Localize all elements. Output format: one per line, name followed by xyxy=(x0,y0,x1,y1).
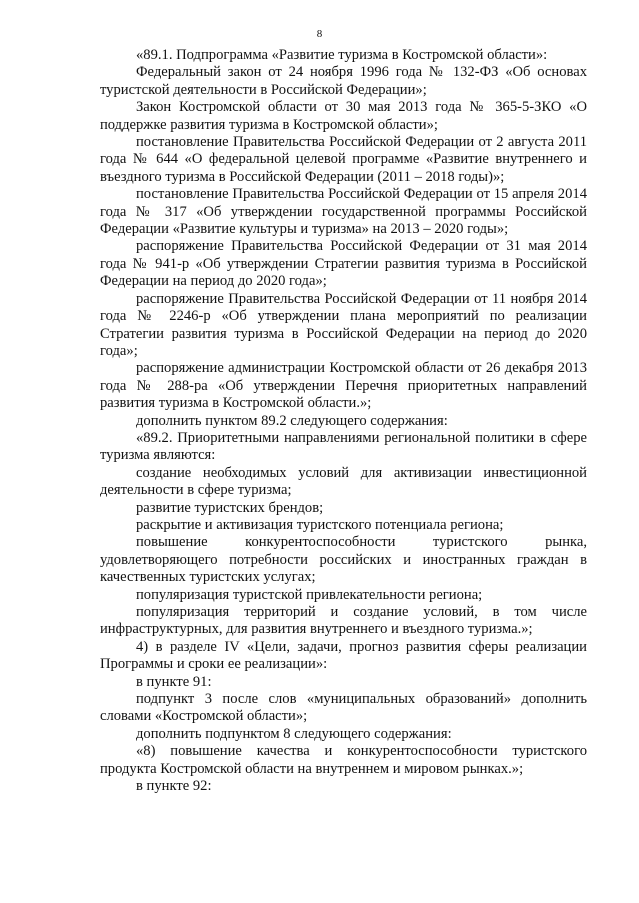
paragraph-order-941: распоряжение Правительства Российской Федерации от 31 мая 2014 года № 941-р «Об утверждении Стратегии развития туризма в Российской Федерации на период до 2020 года»; xyxy=(100,238,587,290)
page-number: 8 xyxy=(316,28,323,40)
paragraph-section-iv: 4) в разделе IV «Цели, задачи, прогноз развития сферы реализации Программы и сроки ее реализации»: xyxy=(100,638,587,673)
paragraph-competitiveness: повышение конкурентоспособности туристского рынка, удовлетворяющего потребности российских и иностранных граждан в качественных туристских услугах; xyxy=(100,534,587,586)
paragraph-89-2-heading: «89.2. Приоритетными направлениями региональной политики в сфере туризма являются: xyxy=(100,429,587,464)
paragraph-resolution-317: постановление Правительства Российской Федерации от 15 апреля 2014 года № 317 «Об утверждении государственной программы Российской Федерации «Развитие культуры и туризма» на 2013 – 2020 годы»; xyxy=(100,186,587,238)
paragraph-attractiveness: популяризация туристской привлекательности региона; xyxy=(136,586,483,603)
paragraph-subpoint-3: подпункт 3 после слов «муниципальных образований» дополнить словами «Костромской области»; xyxy=(100,691,587,725)
paragraph-point-91: в пункте 91: xyxy=(136,673,212,690)
paragraph-add-89-2: дополнить пунктом 89.2 следующего содержания: xyxy=(136,412,448,429)
paragraph-subpoint-8: «8) повышение качества и конкурентоспособности туристского продукта Костромской области на внутреннем и мировом рынках.»; xyxy=(100,743,587,777)
paragraph-tourist-brands: развитие туристских брендов; xyxy=(136,499,324,516)
paragraph-resolution-644: постановление Правительства Российской Федерации от 2 августа 2011 года № 644 «О федеральной целевой программе «Развитие внутреннего и въездного туризма в Российской Федерации (2011 – 2018 годы)»; xyxy=(100,134,587,185)
paragraph-territories: популяризация территорий и создание условий, в том числе инфраструктурных, для развития внутреннего и въездного туризма.»; xyxy=(100,604,587,638)
paragraph-investment-conditions: создание необходимых условий для активизации инвестиционной деятельности в сфере туризма; xyxy=(100,464,587,499)
document-body xyxy=(100,47,587,795)
paragraph-89-1-heading: «89.1. Подпрограмма «Развитие туризма в Костромской области»: xyxy=(136,47,548,63)
paragraph-tourist-potential: раскрытие и активизация туристского потенциала региона; xyxy=(136,516,504,533)
paragraph-order-2246: распоряжение Правительства Российской Федерации от 11 ноября 2014 года № 2246-р «Об утверждении плана мероприятий по реализации Стратегии развития туризма в Российской Федерации на период до 2020 года»; xyxy=(100,290,587,359)
paragraph-add-subpoint-8: дополнить подпунктом 8 следующего содержания: xyxy=(136,725,452,742)
paragraph-point-92: в пункте 92: xyxy=(136,778,212,795)
paragraph-order-288: распоряжение администрации Костромской области от 26 декабря 2013 года № 288-ра «Об утверждении Перечня приоритетных направлений развития туризма в Костромской области.»; xyxy=(100,360,587,412)
paragraph-regional-law-365: Закон Костромской области от 30 мая 2013 года № 365-5-ЗКО «О поддержке развития туризма в Костромской области»; xyxy=(100,99,587,133)
paragraph-federal-law-132: Федеральный закон от 24 ноября 1996 года № 132-ФЗ «Об основах туристской деятельности в Российской Федерации»; xyxy=(100,64,587,98)
